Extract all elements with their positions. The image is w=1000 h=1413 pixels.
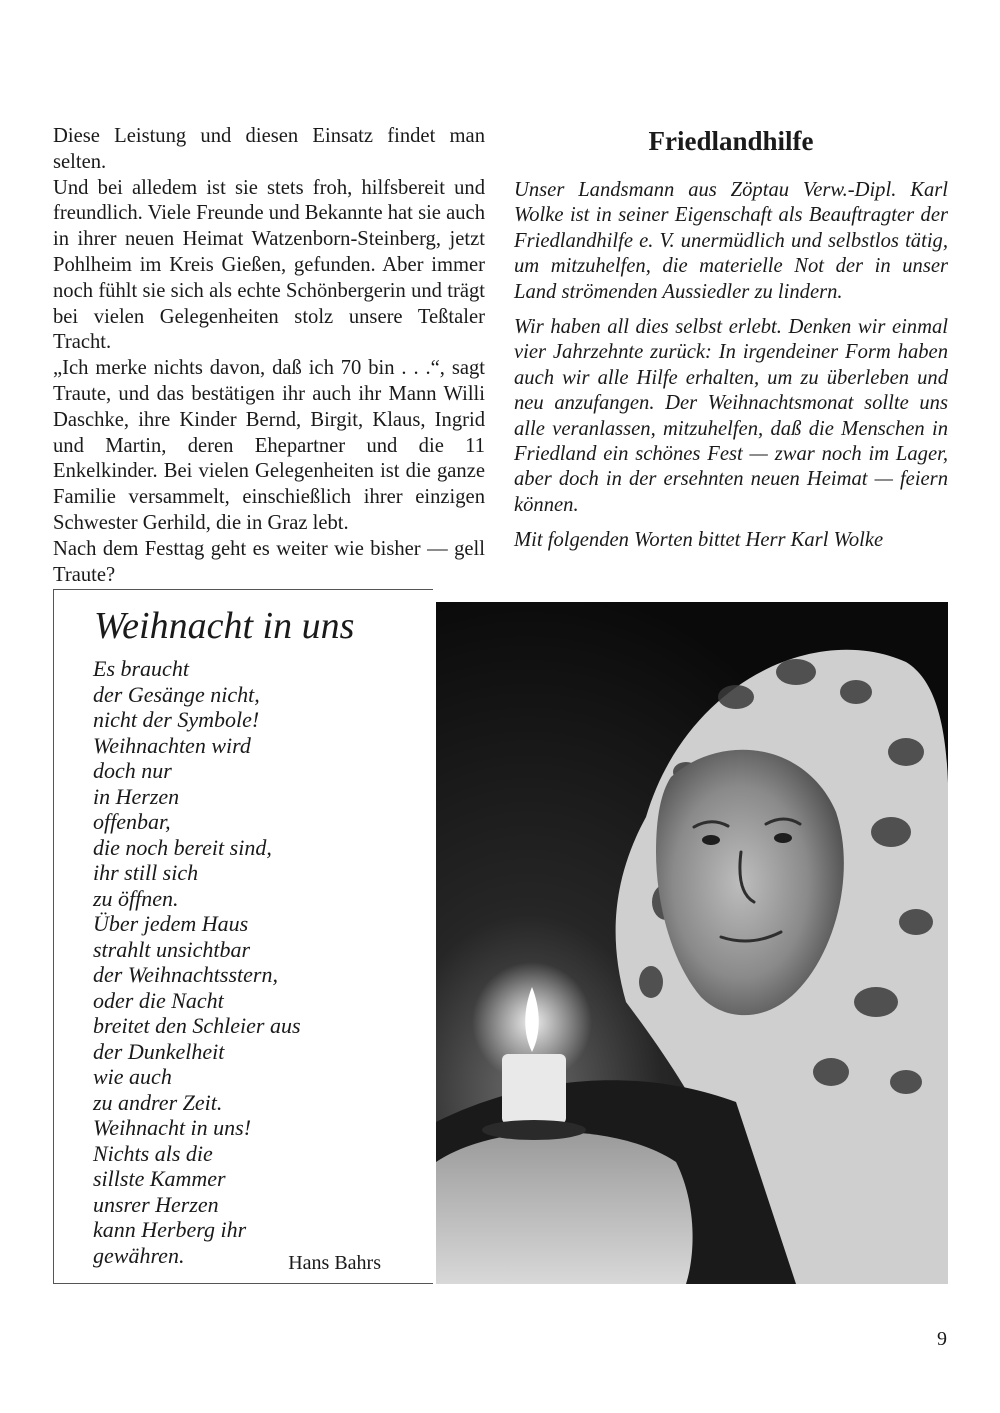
poem-line: unsrer Herzen	[93, 1191, 219, 1217]
paragraph: Diese Leistung und diesen Einsatz findet man selten.	[53, 125, 485, 173]
paragraph: Und bei alledem ist sie stets froh, hilfsbereit und freundlich. Viele Freunde und Bekannte hat sie auch in ihrer neuen Heimat Watzenborn-Steinberg, jetzt Pohlheim im Kreis Gießen, gefunden. Aber immer noch fühlt sie sich als echte Schönbergerin und trägt bei vielen Gelegenheiten stolz unsere Teßtaler Tracht.	[53, 176, 485, 354]
poem-line: ihr still sich	[93, 860, 199, 885]
article-heading: Friedlandhilfe	[648, 126, 814, 156]
poem-line: der Dunkelheit	[93, 1038, 225, 1064]
poem-line: breitet den Schleier aus	[93, 1013, 301, 1038]
poem-line: kann Herberg ihr	[93, 1217, 247, 1242]
poem-line: Weihnacht in uns!	[93, 1115, 252, 1140]
poem-line: Über jedem Haus	[93, 911, 249, 936]
paragraph: Mit folgenden Worten bittet Herr Karl Wolke	[514, 529, 884, 552]
poem-lines	[93, 656, 301, 1268]
poem-line: strahlt unsichtbar	[93, 936, 251, 962]
paragraph: Wir haben all dies selbst erlebt. Denken wir einmal vier Jahrzehnte zurück: In irgendeiner Form haben auch wir alle Hilfe erhalten, um zu überleben und neu anzufangen. Der Weihnachtsmonat sollte uns alle veranlassen, mitzuhelfen, daß die Menschen in Friedland ein schönes Fest — zwar noch im Lager, aber doch in der ersehnten neuen Heimat — feiern können.	[514, 316, 948, 516]
page-number: 9	[937, 1328, 947, 1350]
poem-line: die noch bereit sind,	[93, 834, 272, 860]
poem-line: doch nur	[93, 758, 172, 783]
poem-title: Weihnacht in uns	[94, 605, 355, 647]
poem-line: zu andrer Zeit.	[93, 1089, 223, 1115]
poem-line: offenbar,	[93, 809, 171, 834]
candle-holder	[482, 1120, 586, 1140]
poem-line: oder die Nacht	[93, 987, 224, 1013]
friedlandhilfe-article	[514, 124, 948, 564]
poem-line: Nichts als die	[93, 1140, 213, 1166]
poem-line: Es braucht	[93, 656, 189, 681]
poem-box	[53, 589, 433, 1284]
poem-line: wie auch	[93, 1064, 172, 1089]
paragraph: Unser Landsmann aus Zöptau Verw.-Dipl. Karl Wolke ist in seiner Eigenschaft als Beauftragter der Friedlandhilfe e. V. unermüdlich und selbstlos tätig, um mitzuhelfen, die materielle Not der in unser Land strömenden Aussiedler zu lindern.	[514, 179, 948, 303]
paragraph: Nach dem Festtag geht es weiter wie bisher — gell Traute?	[53, 537, 485, 586]
paragraph: „Ich merke nichts davon, daß ich 70 bin . . .“, sagt Traute, und das bestätigen ihr auch ihr Mann Willi Daschke, ihre Kinder Bernd, Birgit, Klaus, Ingrid und Martin, deren Ehepartner und die 11 Enkelkinder. Bei vielen Gelegenheiten ist die ganze Familie versammelt, einschießlich ihrer einzigen Schwester Gerhild, die in Graz lebt.	[53, 357, 485, 534]
poem-line: Weihnachten wird	[93, 732, 251, 758]
article-continuation	[53, 124, 485, 588]
poem-line: in Herzen	[93, 783, 180, 809]
poem-line: der Gesänge nicht,	[93, 681, 260, 707]
poem-line: sillste Kammer	[93, 1166, 226, 1191]
poem-author: Hans Bahrs	[288, 1252, 381, 1274]
poem-line: zu öffnen.	[93, 885, 179, 911]
tablecloth	[436, 1132, 693, 1284]
candle-woman-photo	[436, 602, 948, 1284]
poem-line: gewähren.	[93, 1242, 185, 1268]
poem-line: nicht der Symbole!	[93, 707, 260, 732]
candle	[502, 1054, 566, 1124]
poem-line: der Weihnachtsstern,	[93, 962, 278, 987]
